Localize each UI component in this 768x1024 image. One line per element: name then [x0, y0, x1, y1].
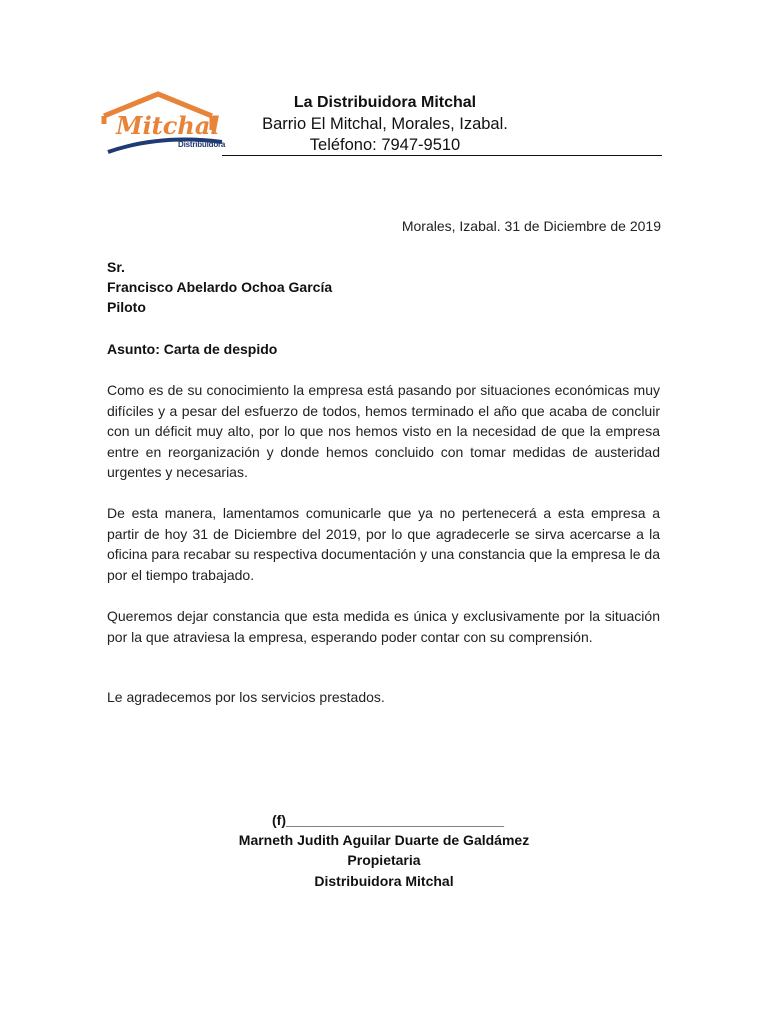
- body-paragraph-2: De esta manera, lamentamos comunicarle que ya no pertenecerá a esta empresa a partir de hoy 31 de Diciembre del 2019, por lo que agradecerle se sirva acercarse a la oficina para recabar su respectiva documentación y una constancia que la empresa le da por el tiempo trabajado.: [107, 505, 660, 583]
- logo-subtitle: Distribuidora: [178, 140, 226, 149]
- header-divider: [222, 155, 662, 156]
- signer-name: Marneth Judith Aguilar Duarte de Galdámez: [238, 832, 530, 848]
- signer-company: Distribuidora Mitchal: [314, 873, 454, 889]
- body-paragraph-4: Le agradecemos por los servicios prestados.: [107, 689, 385, 705]
- company-address: Barrio El Mitchal, Morales, Izabal.: [262, 115, 508, 133]
- company-name: La Distribuidora Mitchal: [293, 94, 477, 111]
- signer-role: Propietaria: [347, 852, 421, 868]
- body-paragraph-1: Como es de su conocimiento la empresa está pasando por situaciones económicas muy difíciles y a pesar del esfuerzo de todos, hemos terminado el año que acaba de concluir con un déficit muy alto, por lo que nos hemos visto en la necesidad de que la empresa entre en reorganización y donde hemos concluido con tomar medidas de austeridad urgentes y necesarias.: [107, 382, 660, 481]
- recipient-role: Piloto: [107, 299, 146, 315]
- logo-wordmark: Mitchal: [116, 111, 220, 140]
- place-date: Morales, Izabal. 31 de Diciembre de 2019: [401, 218, 661, 234]
- company-logo: [100, 90, 230, 160]
- signature-line: (f)____________________________: [272, 812, 504, 828]
- body-paragraph-3: Queremos dejar constancia que esta medida es única y exclusivamente por la situación por la que atraviesa la empresa, esperando poder contar con su comprensión.: [107, 608, 660, 645]
- company-phone: Teléfono: 7947-9510: [309, 136, 461, 154]
- letter-subject: Asunto: Carta de despido: [107, 341, 278, 357]
- recipient-name: Francisco Abelardo Ochoa García: [107, 279, 333, 295]
- recipient-title: Sr.: [107, 259, 125, 275]
